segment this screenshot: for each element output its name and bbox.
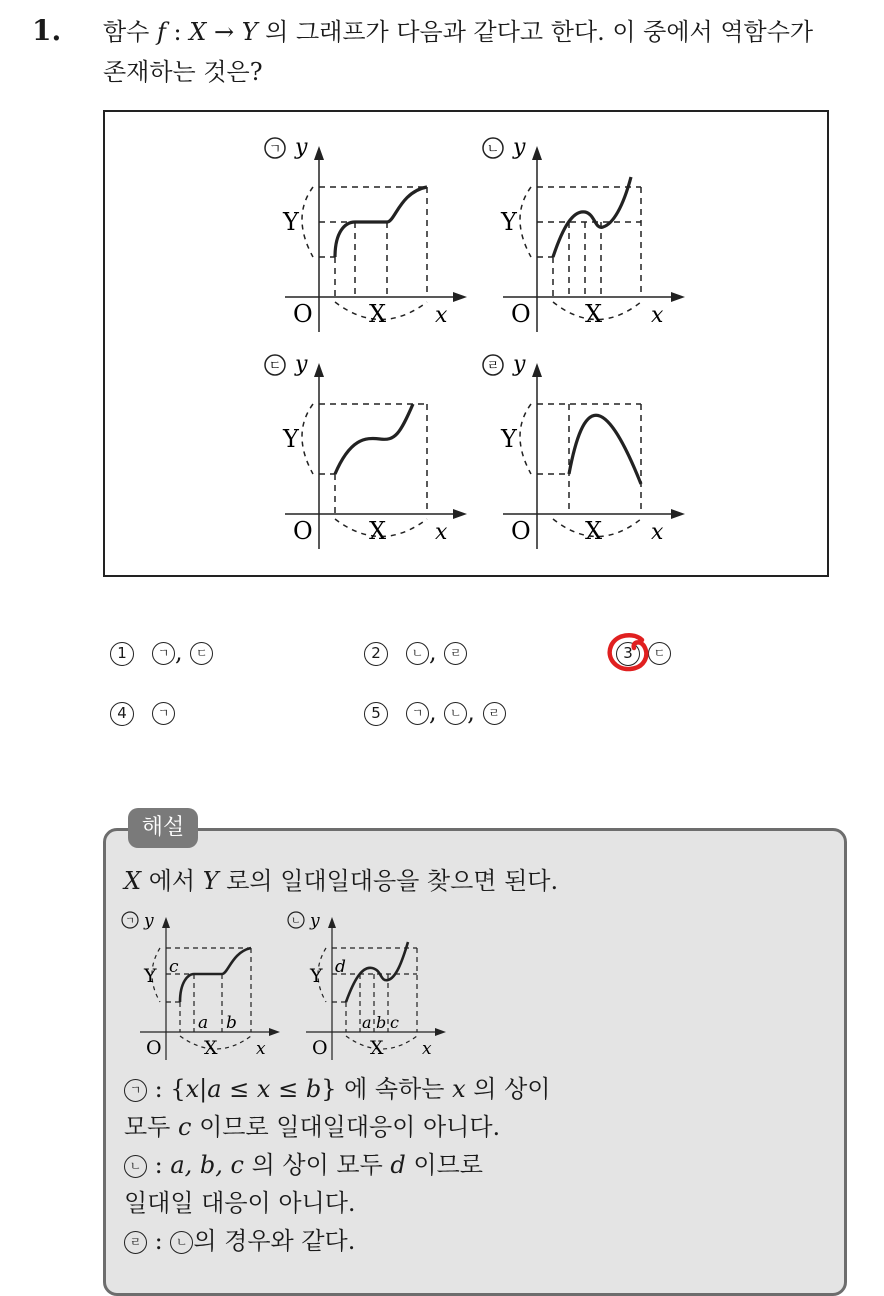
origin-label: O	[293, 517, 313, 545]
jamo-circle: ㄴ	[444, 702, 467, 725]
codomain-symbol: Y	[202, 867, 219, 895]
solution-line-4	[124, 1146, 483, 1184]
jamo-circle: ㄴ	[406, 642, 429, 665]
graph-g3	[255, 349, 475, 554]
solution-text: 모두	[124, 1113, 178, 1141]
variable-c: c	[178, 1113, 192, 1141]
solution-line-5: 일대일 대응이 아니다.	[124, 1189, 356, 1217]
graph-label-g4: ㄹ	[486, 359, 500, 374]
graph-g1	[255, 132, 475, 337]
domain-symbol: X	[189, 18, 207, 46]
solution-line-2	[124, 1070, 550, 1108]
solution-text: 의 상이	[465, 1075, 551, 1103]
jamo-circle: ㄴ	[124, 1155, 147, 1178]
graph-g4	[473, 349, 693, 554]
origin-label: O	[511, 300, 531, 328]
question-text-part: :	[165, 18, 190, 46]
y-axis-label: y	[295, 352, 308, 377]
question-text-line2: 존재하는 것은?	[103, 58, 263, 86]
domain-label: X	[585, 300, 603, 328]
solution-text: : {	[147, 1075, 186, 1103]
jamo-circle: ㄱ	[152, 702, 175, 725]
solution-line-6	[124, 1222, 355, 1260]
solution-text: :	[147, 1227, 171, 1255]
origin-label: O	[511, 517, 531, 545]
codomain-label: Y	[310, 965, 323, 987]
jamo-circle: ㄷ	[190, 642, 213, 665]
option-1[interactable]: 1 ㄱ , ㄷ	[110, 638, 213, 666]
x-axis-label: x	[435, 303, 448, 328]
x-axis-label: x	[651, 303, 664, 328]
option-number: 4	[110, 702, 134, 726]
jamo-circle: ㄹ	[483, 702, 506, 725]
solution-text: 로의 일대일대응을 찾으면 된다.	[218, 867, 559, 895]
codomain-label: Y	[144, 965, 157, 987]
x-axis-label: x	[256, 1039, 266, 1059]
origin-label: O	[312, 1037, 328, 1059]
graph-label-g2: ㄴ	[486, 142, 500, 157]
figure-box	[103, 110, 829, 577]
graph-label-g2: ㄴ	[291, 916, 301, 927]
codomain-label: Y	[501, 425, 517, 453]
domain-symbol: X	[124, 867, 142, 895]
origin-label: O	[146, 1037, 162, 1059]
y-axis-label: y	[513, 135, 526, 160]
variables-abc: a, b, c	[170, 1151, 244, 1179]
y-axis-label: y	[310, 911, 320, 931]
variable-x: x	[452, 1075, 466, 1103]
question-text-part: 의 그래프가 다음과 같다고 한다. 이 중에서 역함수가	[257, 18, 814, 46]
solution-text: 이므로	[405, 1151, 483, 1179]
option-number: 5	[364, 702, 388, 726]
domain-label: X	[369, 300, 387, 328]
jamo-circle: ㄷ	[648, 642, 671, 665]
solution-text: 에서	[141, 867, 203, 895]
codomain-label: Y	[501, 208, 517, 236]
label-a: a	[362, 1013, 372, 1032]
solution-graph-g1	[118, 908, 288, 1063]
solution-tab: 해설	[128, 808, 198, 848]
domain-label: X	[585, 517, 603, 545]
domain-label: X	[369, 517, 387, 545]
jamo-circle: ㄱ	[124, 1079, 147, 1102]
label-a: a	[198, 1013, 209, 1033]
codomain-symbol: Y	[241, 18, 258, 46]
label-d: d	[335, 957, 346, 977]
set-expression: x|a ≤ x ≤ b	[185, 1075, 322, 1103]
jamo-circle: ㄹ	[124, 1231, 147, 1254]
origin-label: O	[293, 300, 313, 328]
option-number: 1	[110, 642, 134, 666]
solution-text: 의 경우와 같다.	[193, 1227, 356, 1255]
x-axis-label: x	[651, 520, 664, 545]
option-number: 2	[364, 642, 388, 666]
y-axis-label: y	[513, 352, 526, 377]
option-4[interactable]	[110, 698, 175, 726]
solution-line-3	[124, 1108, 500, 1146]
selected-answer-mark	[604, 630, 656, 676]
jamo-circle: ㄹ	[444, 642, 467, 665]
jamo-circle: ㄴ	[170, 1231, 193, 1254]
solution-text: 의 상이 모두	[243, 1151, 391, 1179]
label-b: b	[376, 1013, 387, 1032]
solution-line-1	[124, 862, 558, 900]
domain-label: X	[204, 1037, 218, 1059]
question-text-part: 함수	[103, 18, 157, 46]
solution-text: 이므로 일대일대응이 아니다.	[191, 1113, 501, 1141]
x-axis-label: x	[422, 1039, 432, 1059]
label-c: c	[169, 957, 179, 977]
solution-text: } 에 속하는	[321, 1075, 453, 1103]
domain-label: X	[370, 1037, 384, 1059]
function-symbol: f	[157, 18, 166, 46]
option-2[interactable]: 2 ㄴ , ㄹ	[364, 638, 467, 666]
y-axis-label: y	[144, 911, 154, 931]
question-number: 1.	[32, 14, 62, 47]
codomain-label: Y	[283, 208, 299, 236]
graph-g2	[473, 132, 693, 337]
y-axis-label: y	[295, 135, 308, 160]
graph-label-g1: ㄱ	[268, 142, 282, 157]
option-5[interactable]: 5 ㄱ , ㄴ , ㄹ	[364, 698, 506, 726]
graph-label-g1: ㄱ	[125, 916, 135, 927]
solution-text: :	[147, 1151, 171, 1179]
jamo-circle: ㄱ	[152, 642, 175, 665]
arrow-symbol: →	[206, 18, 242, 46]
variable-d: d	[390, 1151, 406, 1179]
label-b: b	[226, 1013, 237, 1033]
label-c: c	[390, 1013, 399, 1032]
x-axis-label: x	[435, 520, 448, 545]
option-number: 3	[616, 642, 640, 666]
solution-graph-g2	[284, 908, 454, 1063]
codomain-label: Y	[283, 425, 299, 453]
question-text	[103, 12, 873, 92]
graph-label-g3: ㄷ	[268, 359, 282, 374]
jamo-circle: ㄱ	[406, 702, 429, 725]
